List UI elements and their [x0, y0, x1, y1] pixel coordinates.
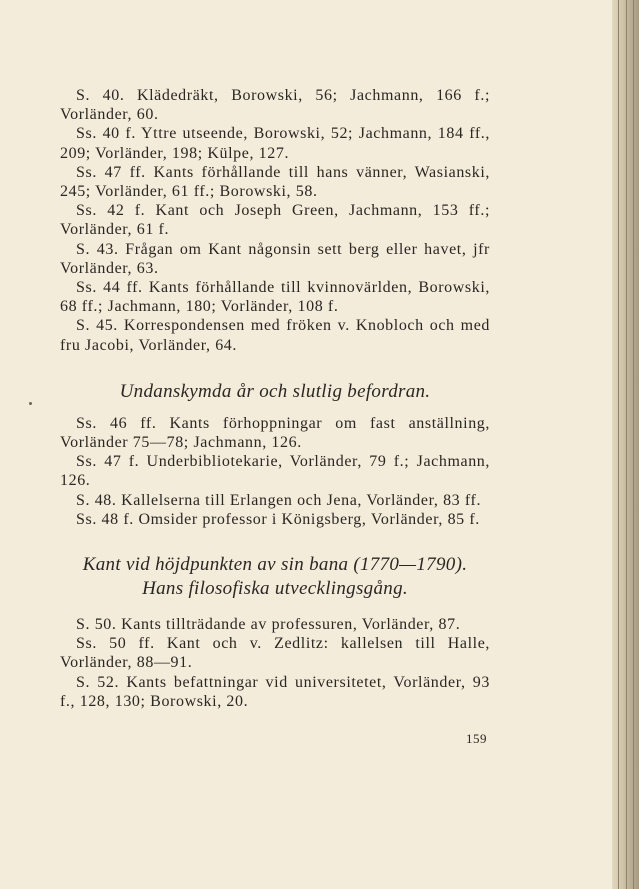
- section-subheading: Hans filosofiska utvecklingsgång.: [142, 578, 408, 600]
- list-item: S. 43. Frågan om Kant någonsin sett berg eller havet, jfr Vorländer, 63.: [60, 240, 490, 277]
- list-item: Ss. 50 ff. Kant och v. Zedlitz: kallelsen till Halle, Vorländer, 88—91.: [60, 635, 490, 672]
- section-heading: Undanskymda år och slutlig befordran.: [119, 380, 431, 402]
- list-item: S. 50. Kants tillträdande av professuren, Vorländer, 87.: [76, 616, 461, 634]
- page-edge-line: [626, 0, 627, 889]
- list-item: Ss. 48 f. Omsider professor i Königsberg, Vorländer, 85 f.: [76, 510, 480, 528]
- list-item: S. 40. Klädedräkt, Borowski, 56; Jachmann, 166 f.; Vorländer, 60.: [60, 87, 490, 124]
- page-edge-line: [633, 0, 634, 889]
- page-edge: [612, 0, 639, 889]
- list-item: Ss. 44 ff. Kants förhållande till kvinnovärlden, Borowski, 68 ff.; Jachmann, 180; Vorländer, 108 f.: [60, 279, 490, 316]
- list-item: Ss. 42 f. Kant och Joseph Green, Jachmann, 153 ff.; Vorländer, 61 f.: [60, 202, 490, 239]
- page-number: 159: [466, 731, 487, 746]
- page-content: [60, 86, 490, 711]
- list-item: S. 52. Kants befattningar vid universitetet, Vorländer, 93 f., 128, 130; Borowski, 20.: [60, 673, 490, 710]
- list-item: Ss. 46 ff. Kants förhoppningar om fast anställning, Vorländer 75—78; Jachmann, 126.: [60, 414, 490, 452]
- page-edge-line: [618, 0, 619, 889]
- list-item: Ss. 47 ff. Kants förhållande till hans vänner, Wasianski, 245; Vorländer, 61 ff.; Borowski, 58.: [60, 163, 490, 201]
- list-item: Ss. 47 f. Underbibliotekarie, Vorländer, 79 f.; Jachmann, 126.: [60, 453, 490, 490]
- list-item: S. 45. Korrespondensen med fröken v. Knobloch och med fru Jacobi, Vorländer, 64.: [60, 317, 490, 354]
- section-heading: Kant vid höjdpunkten av sin bana (1770—1790).: [82, 554, 468, 576]
- list-item: Ss. 40 f. Yttre utseende, Borowski, 52; Jachmann, 184 ff., 209; Vorländer, 198; Külpe, 127.: [60, 125, 490, 162]
- ink-speck: [29, 402, 32, 405]
- list-item: S. 48. Kallelserna till Erlangen och Jena, Vorländer, 83 ff.: [76, 491, 482, 509]
